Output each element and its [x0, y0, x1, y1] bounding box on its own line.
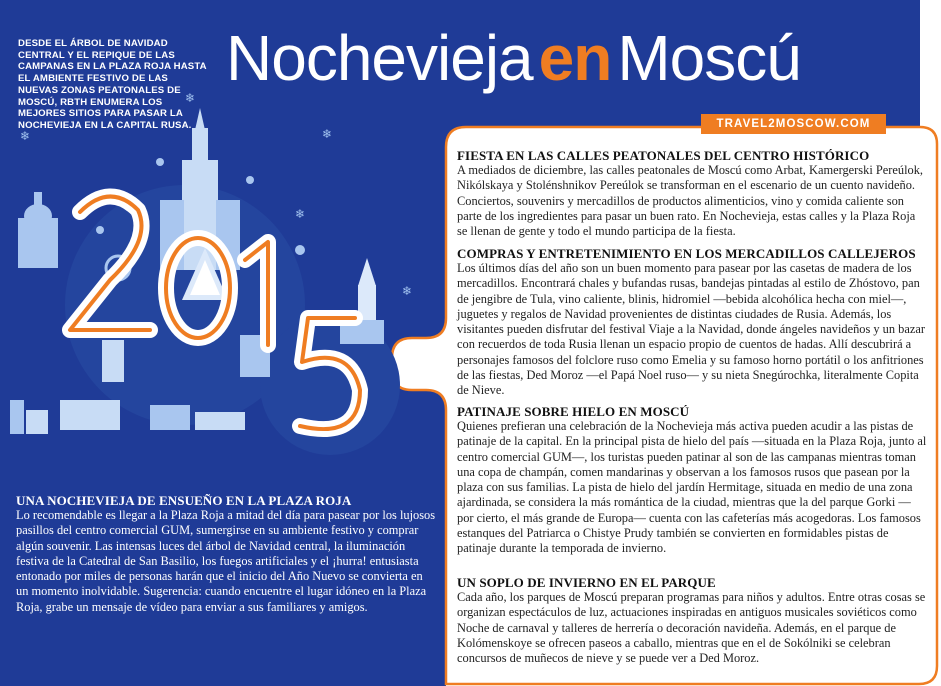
section-patinaje — [457, 404, 927, 557]
section-body: Lo recomendable es llegar a la Plaza Roja a mitad del día para pasear por los lujosos pasillos del centro comercial GUM, sumergirse en su ambiente festivo y comprar algún souvenir. Las intensas luces del árbol de Navidad central, la iluminación festiva de la Catedral de San Basilio, los fuegos artificiales y el ¡hurra! entusiasta entonado por miles de personas harán que el inicio del Año Nuevo se convierta en un momento inolvidable. Sugerencia: cuando encuentre el lugar idóneo en la Plaza Roja, grabe un mensaje de vídeo para enviar a sus familiares y amigos. — [16, 508, 436, 614]
section-body: Quienes prefieran una celebración de la Nochevieja más activa pueden acudir a las pistas de patinaje de la capital. En la principal pista de hielo del país —situada en la Plaza Roja, junto al centro comercial GUM—, los turistas pueden patinar al son de las campanas mientras toman una copa de champán, comen mandarinas y observan a los famosos rusos que pasean por la plaza con sus familias. La pista de hielo del jardín Hermitage, situada en medio de una zona ajardinada, se considera la más romántica de la ciudad, mientras que la del parque Gorki —por cierto, el más grande de Europa— cuenta con las cafeterías más acogedoras. Los famosos estanques del Patriarca o Chistye Prudy también se convierten en formidables pistas de patinaje durante la temporada de invierno. — [457, 419, 927, 556]
section-heading: PATINAJE SOBRE HIELO EN MOSCÚ — [457, 404, 690, 419]
section-plaza-roja — [16, 493, 436, 615]
title-nochevieja: Nochevieja — [226, 22, 533, 94]
page-title — [226, 18, 801, 98]
section-heading: COMPRAS Y ENTRETENIMIENTO EN LOS MERCADILLOS CALLEJEROS — [457, 246, 916, 261]
section-body: A mediados de diciembre, las calles peatonales de Moscú como Arbat, Kamergerski Pereúlok, Nikólskaya y Stolénshnikov Pereúlok se transforman en el escenario de un cuento navideño. Conciertos, souvenirs y mercadillos de productos alimenticios, vino y comida caliente son parte de los ingredientes para pasar un buen rato. En Nochevieja, estas calles y la Plaza Roja se llenan de gente y todo el mundo participa de la fiesta. — [457, 163, 924, 239]
svg-text:❄: ❄ — [322, 127, 333, 141]
svg-text:❄: ❄ — [295, 207, 306, 221]
svg-text:❄: ❄ — [20, 129, 31, 143]
title-moscu: Moscú — [617, 22, 801, 94]
section-body: Los últimos días del año son un buen momento para pasear por las casetas de madera de los mercadillos. Encontrará chales y bufandas rusas, bandejas pintadas al estilo de Zhóstovo, pan de jengibre de Tula, vino caliente, blinis, hidromiel —bebida alcohólica hecha con miel—, juguetes y regalos de Navidad provenientes de distintas ciudades de Rusia. Además, los visitantes pueden disfrutar del festival Viaje a la Navidad, donde ángeles navideños y un bazar con recuerdos de toda Rusia llenan un espacio propio de cuentos de hadas. Allí descubrirá a personajes famosos del folclore ruso como Emelia y su famoso horno portátil o los anfitriones de las fiestas, Ded Moroz —el Papá Noel ruso— y su nieta Snegúrochka, literalmente Copita de Nieve. — [457, 261, 925, 398]
section-calles-peatonales — [457, 148, 927, 239]
moscow-2015-illustration — [0, 91, 440, 490]
section-heading: FIESTA EN LAS CALLES PEATONALES DEL CENTRO HISTÓRICO — [457, 148, 870, 163]
title-en: en — [538, 22, 612, 94]
section-parque — [457, 575, 927, 666]
section-heading: UN SOPLO DE INVIERNO EN EL PARQUE — [457, 575, 716, 590]
svg-text:❄: ❄ — [402, 284, 413, 298]
intro-text: DESDE EL ÁRBOL DE NAVIDAD CENTRAL Y EL REPIQUE DE LAS CAMPANAS EN LA PLAZA ROJA HASTA EL AMBIENTE FESTIVO DE LAS NUEVAS ZONAS PEATONALES DE MOSCÚ, RBTH ENUMERA LOS MEJORES SITIOS PARA PASAR LA NOCHEVIEJA EN LA CAPITAL RUSA. — [18, 38, 207, 131]
website-url: TRAVEL2MOSCOW.COM — [701, 114, 886, 134]
section-body: Cada año, los parques de Moscú preparan programas para niños y adultos. Entre otras cosas se organizan espectáculos de luz, actuaciones inspiradas en antiguos musicales soviéticos como Noche de carnaval y talleres de herrería o decoración navideña. Además, en el parque de Kolómenskoye se ofrecen paseos a caballo, mientras que en el de Sokólniki se celebran concursos de muñecos de nieve y se puede ver a Ded Moroz. — [457, 590, 926, 666]
section-heading: UNA NOCHEVIEJA DE ENSUEÑO EN LA PLAZA ROJA — [16, 493, 352, 508]
section-mercadillos — [457, 246, 927, 399]
svg-text:❄: ❄ — [185, 91, 196, 105]
